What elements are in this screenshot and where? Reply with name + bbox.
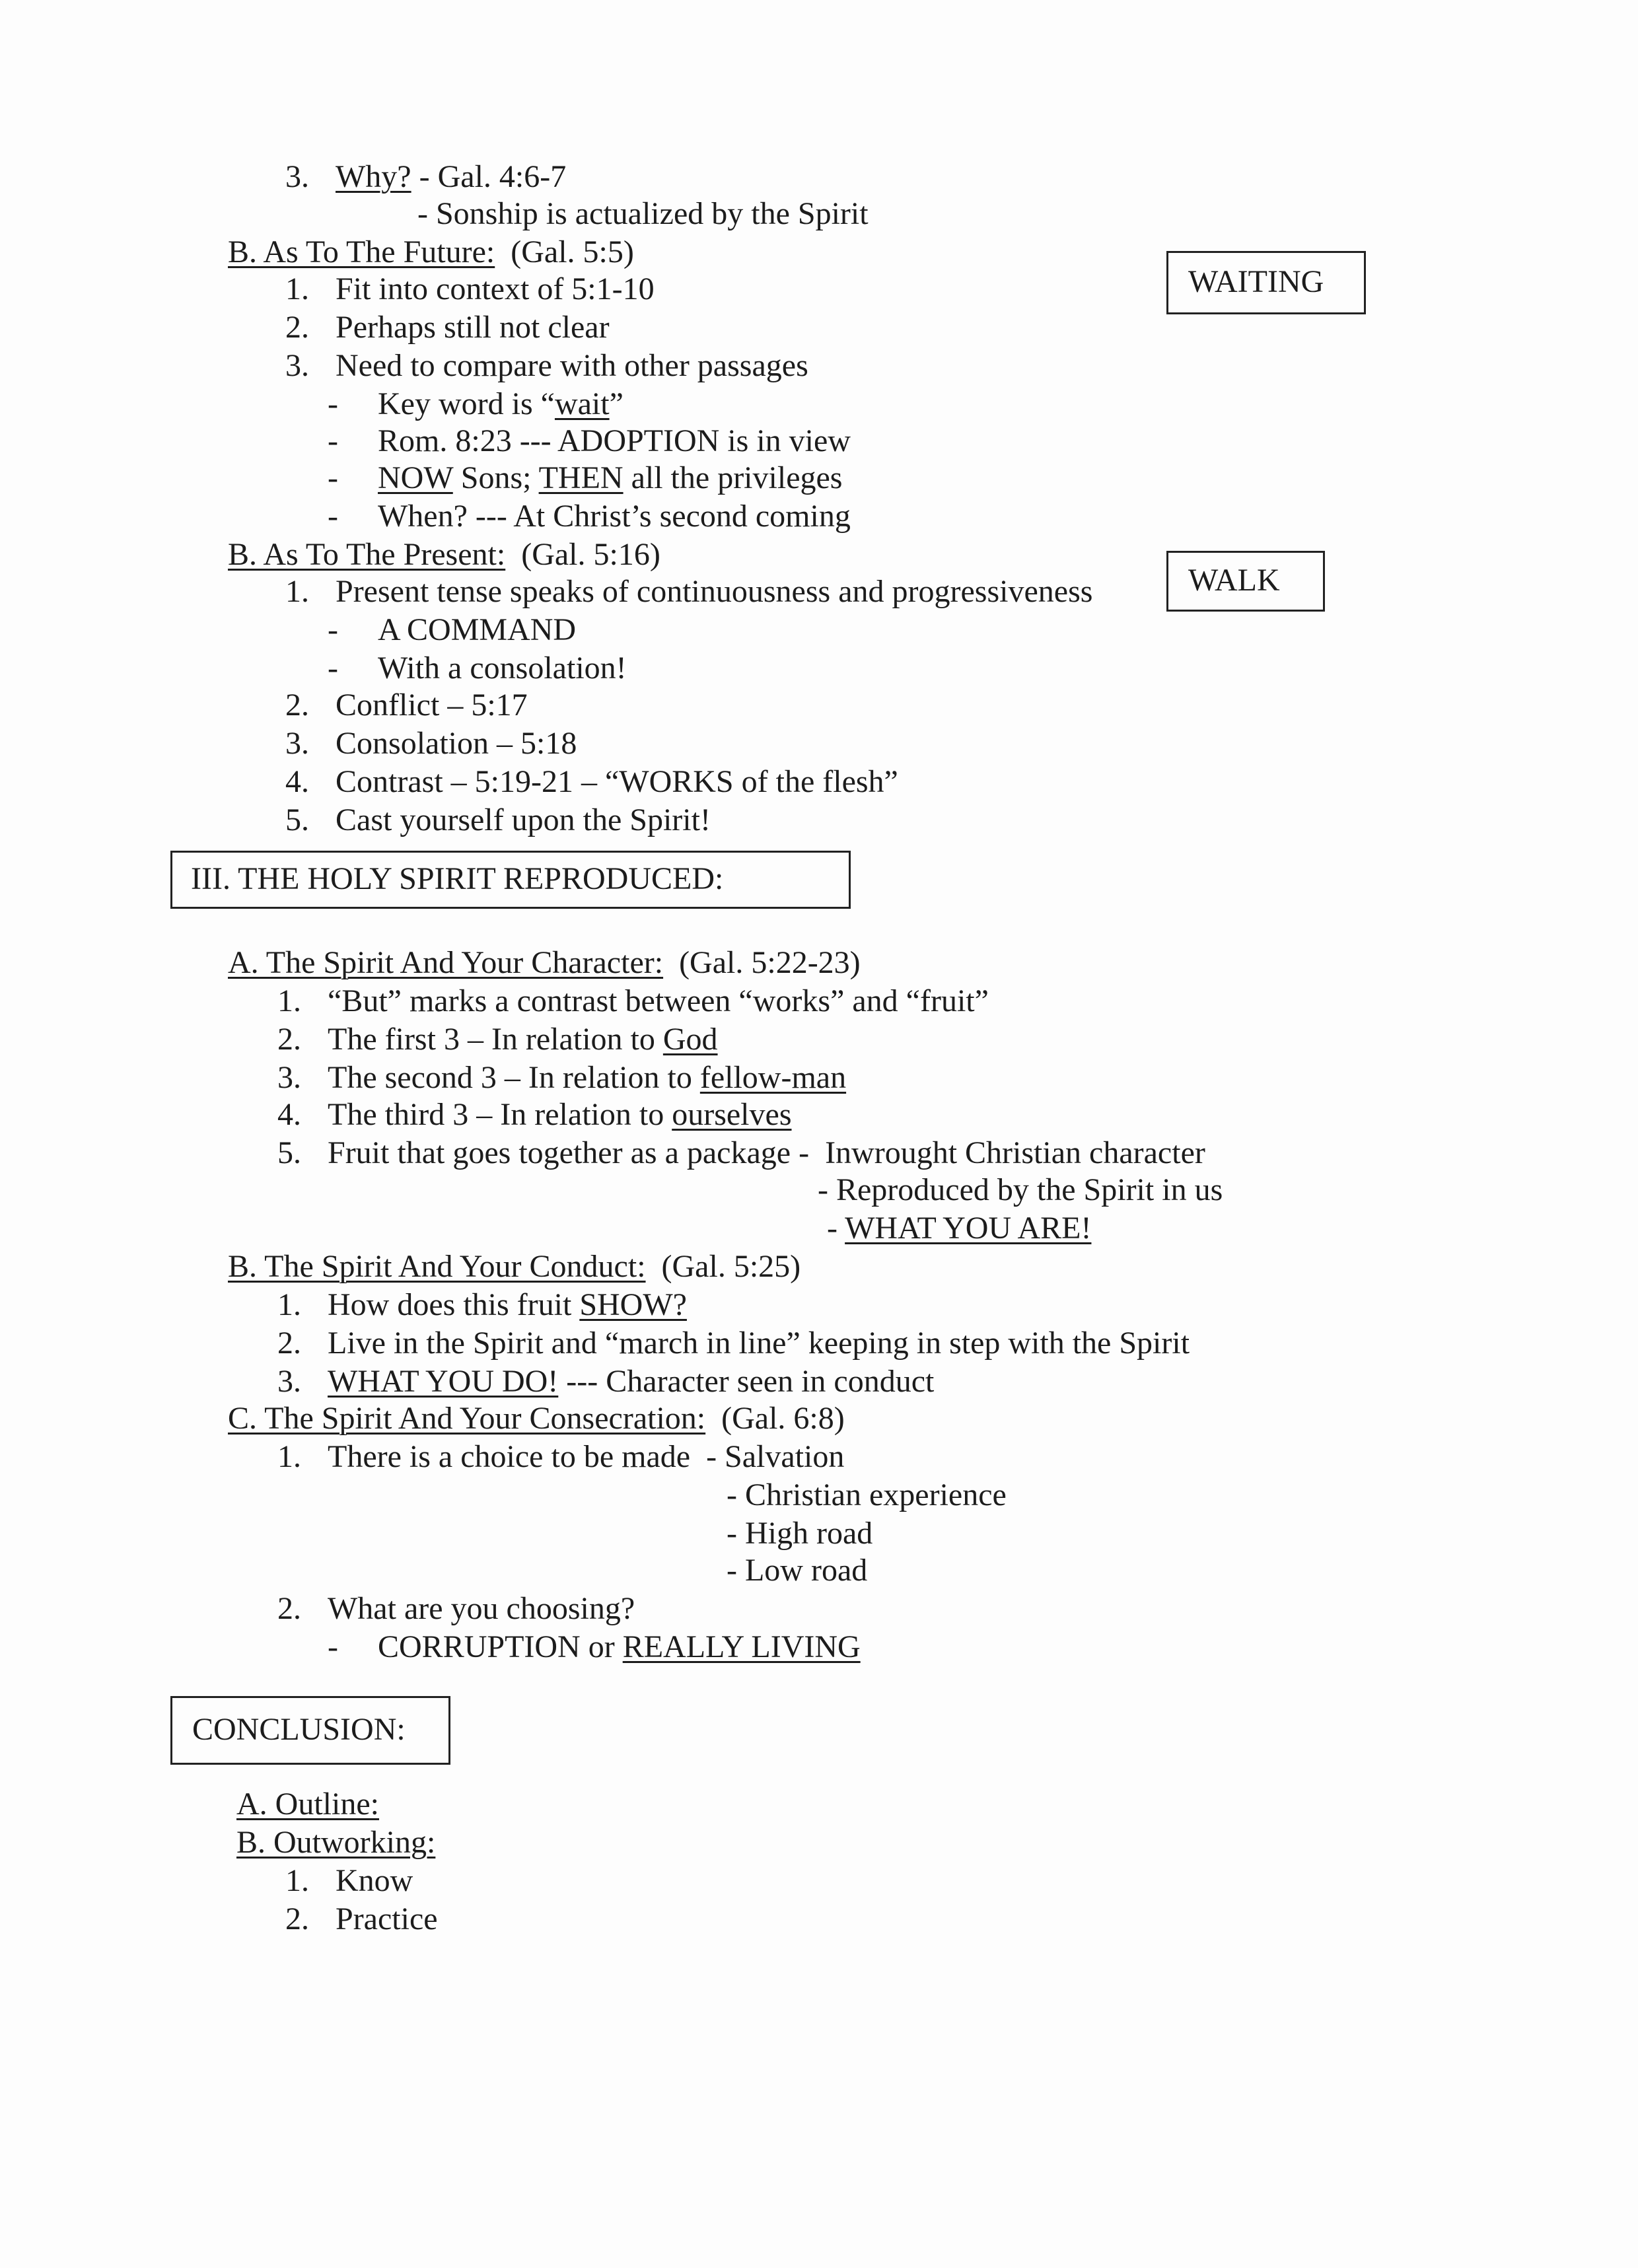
- underlined-text: B. The Spirit And Your Conduct:: [228, 1249, 646, 1284]
- walk-box: [1166, 551, 1325, 612]
- line-text: - Gal. 4:6-7: [419, 159, 567, 194]
- line-text: (Gal. 5:25): [661, 1249, 801, 1284]
- line-text: -: [827, 1211, 845, 1246]
- section-title: III. THE HOLY SPIRIT REPRODUCED:: [191, 861, 724, 896]
- item-number: 2.: [285, 1901, 309, 1936]
- line-text: all the privileges: [623, 460, 843, 495]
- outline-line: - Christian experience: [727, 1477, 1007, 1512]
- section-title: CONCLUSION:: [192, 1712, 406, 1747]
- underlined-text: NOW: [378, 460, 453, 495]
- bullet-dash: -: [328, 423, 338, 458]
- item-number: 1.: [285, 1863, 309, 1898]
- section-heading: [228, 944, 861, 981]
- section-heading: [228, 234, 634, 271]
- item-number: 2.: [285, 688, 309, 723]
- section-heading: [228, 536, 660, 573]
- underlined-text: B. As To The Present:: [228, 537, 506, 572]
- underlined-text: A. Outline:: [236, 1787, 379, 1822]
- outline-line: [328, 1096, 792, 1133]
- line-text: The first 3 – In relation to: [328, 1022, 663, 1057]
- underlined-text: REALLY LIVING: [622, 1629, 861, 1664]
- item-number: 1.: [277, 1287, 301, 1322]
- item-number: 2.: [277, 1022, 301, 1057]
- underlined-text: C. The Spirit And Your Consecration:: [228, 1401, 706, 1436]
- outline-line: - Sonship is actualized by the Spirit: [417, 196, 869, 231]
- outline-line: [336, 159, 566, 195]
- item-number: 1.: [277, 1439, 301, 1474]
- item-number: 3.: [285, 726, 309, 761]
- outline-line: A COMMAND: [378, 612, 577, 647]
- underlined-text: ourselves: [672, 1097, 792, 1132]
- outline-line: - Reproduced by the Spirit in us: [818, 1172, 1223, 1207]
- outline-line: Know: [336, 1863, 413, 1898]
- outline-line: Fruit that goes together as a package - Inwrought Christian character: [328, 1135, 1205, 1170]
- outline-line: - High road: [727, 1516, 873, 1551]
- outline-line: [378, 460, 842, 497]
- line-text: (Gal. 5:5): [511, 234, 634, 269]
- outline-line: With a consolation!: [378, 651, 627, 686]
- underlined-text: God: [662, 1022, 718, 1057]
- line-text: --- Character seen in conduct: [558, 1364, 935, 1399]
- line-text: Sons;: [452, 460, 539, 495]
- section-heading: [228, 1400, 845, 1437]
- item-number: 3.: [277, 1364, 301, 1399]
- conclusion-box: [170, 1696, 450, 1765]
- bullet-dash: -: [328, 1629, 338, 1664]
- outline-line: When? --- At Christ’s second coming: [378, 499, 851, 534]
- item-number: 1.: [285, 271, 309, 306]
- item-number: 1.: [285, 574, 309, 609]
- underlined-text: SHOW?: [579, 1287, 687, 1322]
- outline-line: Contrast – 5:19-21 – “WORKS of the flesh”: [336, 764, 898, 799]
- outline-line: Cast yourself upon the Spirit!: [336, 802, 711, 837]
- item-number: 3.: [277, 1060, 301, 1095]
- outline-line: - Low road: [727, 1553, 868, 1588]
- item-number: 1.: [277, 983, 301, 1018]
- underlined-text: B. As To The Future:: [228, 234, 495, 269]
- line-text: The second 3 – In relation to: [328, 1060, 700, 1095]
- outline-line: There is a choice to be made - Salvation: [328, 1439, 845, 1474]
- outline-line: Practice: [336, 1901, 438, 1936]
- outline-line: Conflict – 5:17: [336, 688, 528, 723]
- item-number: 5.: [285, 802, 309, 837]
- item-number: 2.: [285, 310, 309, 345]
- outline-line: Perhaps still not clear: [336, 310, 610, 345]
- underlined-text: wait: [554, 386, 610, 421]
- item-number: 4.: [285, 764, 309, 799]
- line-text: ”: [609, 386, 623, 421]
- bullet-dash: -: [328, 651, 338, 686]
- line-text: (Gal. 6:8): [721, 1401, 845, 1436]
- outline-line: [328, 1059, 846, 1096]
- outline-line: Need to compare with other passages: [336, 348, 808, 383]
- item-number: 2.: [277, 1591, 301, 1626]
- outline-line: Present tense speaks of continuousness and progressiveness: [336, 574, 1093, 609]
- outline-line: Live in the Spirit and “march in line” keeping in step with the Spirit: [328, 1326, 1190, 1361]
- underlined-text: WHAT YOU ARE!: [845, 1211, 1092, 1246]
- underlined-text: Why?: [336, 159, 411, 194]
- section-heading: [236, 1824, 435, 1861]
- section-heading: [228, 1248, 801, 1285]
- bullet-dash: -: [328, 612, 338, 647]
- bullet-dash: -: [328, 386, 338, 421]
- section-heading: [236, 1786, 379, 1823]
- bullet-dash: -: [328, 499, 338, 534]
- underlined-text: WHAT YOU DO!: [328, 1364, 559, 1399]
- item-number: 3.: [285, 348, 309, 383]
- line-text: (Gal. 5:22-23): [679, 945, 861, 980]
- outline-line: [328, 1021, 718, 1058]
- item-number: 3.: [285, 159, 309, 194]
- outline-line: “But” marks a contrast between “works” and “fruit”: [328, 983, 989, 1018]
- line-text: The third 3 – In relation to: [328, 1097, 672, 1132]
- outline-line: [328, 1287, 687, 1324]
- outline-line: Rom. 8:23 --- ADOPTION is in view: [378, 423, 851, 458]
- item-number: 5.: [277, 1135, 301, 1170]
- underlined-text: THEN: [538, 460, 623, 495]
- underlined-text: fellow-man: [699, 1060, 847, 1095]
- box-label: WALK: [1188, 563, 1280, 598]
- line-text: (Gal. 5:16): [521, 537, 660, 572]
- line-text: Key word is “: [378, 386, 555, 421]
- waiting-box: [1166, 251, 1366, 314]
- outline-line: [328, 1363, 934, 1400]
- outline-line: [827, 1210, 1091, 1247]
- outline-line: Consolation – 5:18: [336, 726, 577, 761]
- outline-line: What are you choosing?: [328, 1591, 635, 1626]
- line-text: CORRUPTION or: [378, 1629, 623, 1664]
- outline-line: [378, 1629, 861, 1666]
- bullet-dash: -: [328, 460, 338, 495]
- item-number: 4.: [277, 1097, 301, 1132]
- outline-line: Fit into context of 5:1-10: [336, 271, 655, 306]
- line-text: How does this fruit: [328, 1287, 580, 1322]
- underlined-text: A. The Spirit And Your Character:: [228, 945, 664, 980]
- section-iii-box: [170, 851, 851, 909]
- item-number: 2.: [277, 1326, 301, 1361]
- outline-line: [378, 386, 623, 423]
- underlined-text: B. Outworking:: [236, 1825, 436, 1860]
- box-label: WAITING: [1188, 264, 1324, 299]
